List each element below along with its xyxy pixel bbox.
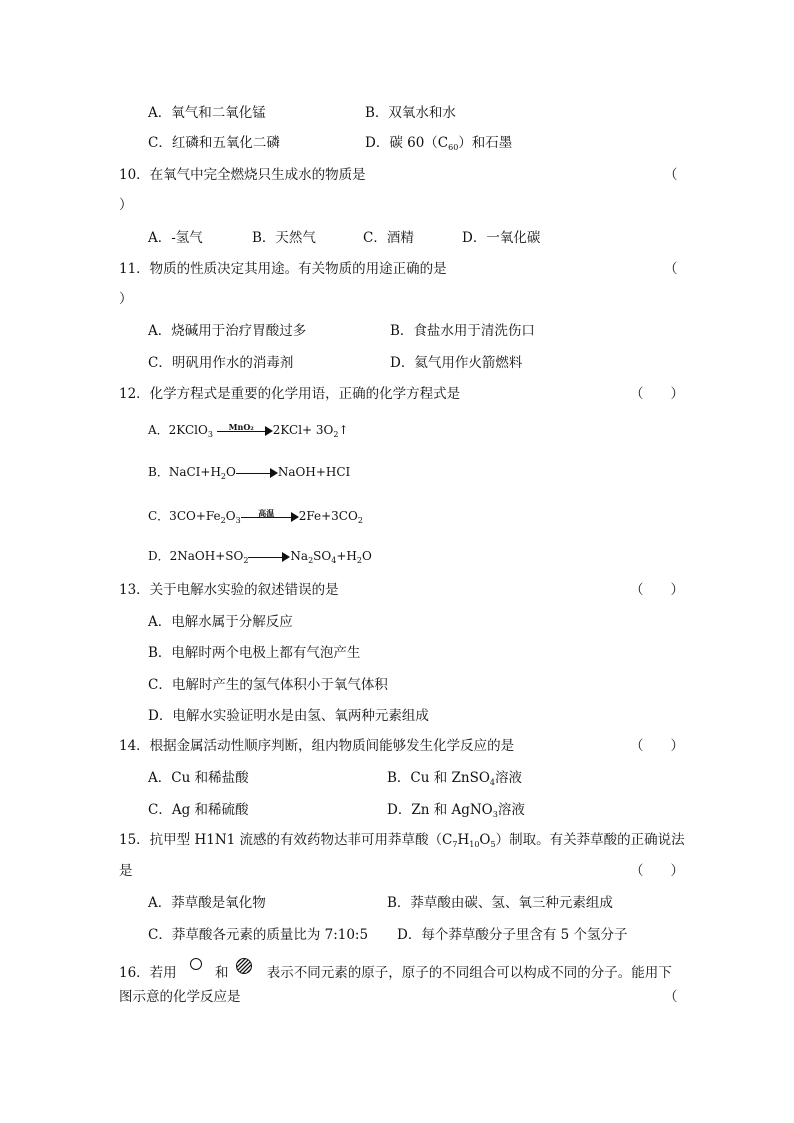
q15-stem: 15．抗甲型 H1N1 流感的有效药物达菲可用莽草酸$(C_7H_{10}O_5)$制取。有关莽草酸的正确说法 [119,832,685,849]
q15-option-b: B．莽草酸由碳、氢、氧三种元素组成 [387,895,613,911]
q16-stem-cont: 图示意的化学反应是 [119,989,241,1005]
q11-paren-close: ） [119,291,133,307]
q10-paren-open: （ [664,167,678,183]
q10-option-a: A．-氢气 [148,230,203,246]
q15-option-a: A．莽草酸是氧化物 [148,895,266,911]
reaction-arrow: 高温 [241,508,299,526]
q13-option-d: D．电解水实验证明水是由氢、氧两种元素组成 [148,708,429,724]
q12-stem: 12．化学方程式是重要的化学用语，正确的化学方程式是 [119,386,461,402]
q13-paren: （ ） [630,582,684,598]
q10-paren-close: ） [119,197,133,213]
q13-stem: 13．关于电解水实验的叙述错误的是 [119,582,339,598]
q10-option-c: C．酒精 [363,230,414,246]
q11-stem: 11．物质的性质决定其用途。有关物质的用途正确的是 [119,261,447,277]
q16-stem: 16．若用 和 表示不同元素的原子，原子的不同组合可以构成不同的分子。能用下 [119,957,672,982]
q10-option-d: D．一氧化碳 [462,230,541,246]
reaction-arrow: MnO₂ [217,422,273,440]
q10-option-b: B．天然气 [252,230,316,246]
q12-option-b: B．$NaCI+H_2O$ NaOH+HCI [148,465,351,481]
q12-paren: （ ） [630,386,684,402]
q14-option-c: C．Ag 和稀硫酸 [148,802,249,818]
q11-paren-open: （ [664,261,678,277]
q11-option-b: B．食盐水用于清洗伤口 [390,323,535,339]
q15-stem-cont: 是 [119,863,133,879]
q12-option-a: A．2KClO$_3$ MnO₂ $2KCl+ 3O_2↑$ [148,421,349,439]
q14-option-d: D．Zn 和 AgNO$_3$溶液 [387,802,525,819]
q11-option-c: C．明矾用作水的消毒剂 [148,355,294,371]
q14-paren: （ ） [630,738,684,754]
q15-option-c: C．莽草酸各元素的质量比为 7:10:5 [148,927,369,943]
q13-option-b: B．电解时两个电极上都有气泡产生 [148,645,361,661]
hatched-atom-icon [235,957,253,975]
reaction-arrow [248,548,290,566]
q16-paren-open: （ [664,989,678,1005]
q9-option-b: B．双氧水和水 [365,105,456,121]
q12-option-c: C．$3CO+Fe_2O_3$ 高温 $2Fe+3CO_2$ [148,507,363,525]
q13-option-c: C．电解时产生的氢气体积小于氧气体积 [148,677,388,693]
white-atom-icon [189,957,203,971]
q12-option-d: D．$2NaOH+SO_2$ $Na_2SO_4+H_2O$ [148,549,372,565]
q13-option-a: A．电解水属于分解反应 [148,614,293,630]
q15-option-d: D．每个莽草酸分子里含有 5 个氢分子 [397,927,628,943]
q9-option-c: C．红磷和五氧化二磷 [148,135,280,151]
q11-option-d: D．氦气用作火箭燃料 [390,355,523,371]
q14-option-a: A．Cu 和稀盐酸 [148,770,249,786]
q10-stem: 10．在氧气中完全燃烧只生成水的物质是 [119,167,366,183]
q14-option-b: B．Cu 和 ZnSO$_4$溶液 [387,770,523,787]
q15-paren: （ ） [630,863,684,879]
q11-option-a: A．烧碱用于治疗胃酸过多 [148,323,307,339]
q9-option-a: A．氧气和二氧化锰 [148,105,266,121]
q9-option-d: D．碳 $60(C_{60})$和石墨 [365,135,513,152]
q14-stem: 14．根据金属活动性顺序判断，组内物质间能够发生化学反应的是 [119,738,515,754]
reaction-arrow [236,464,278,482]
